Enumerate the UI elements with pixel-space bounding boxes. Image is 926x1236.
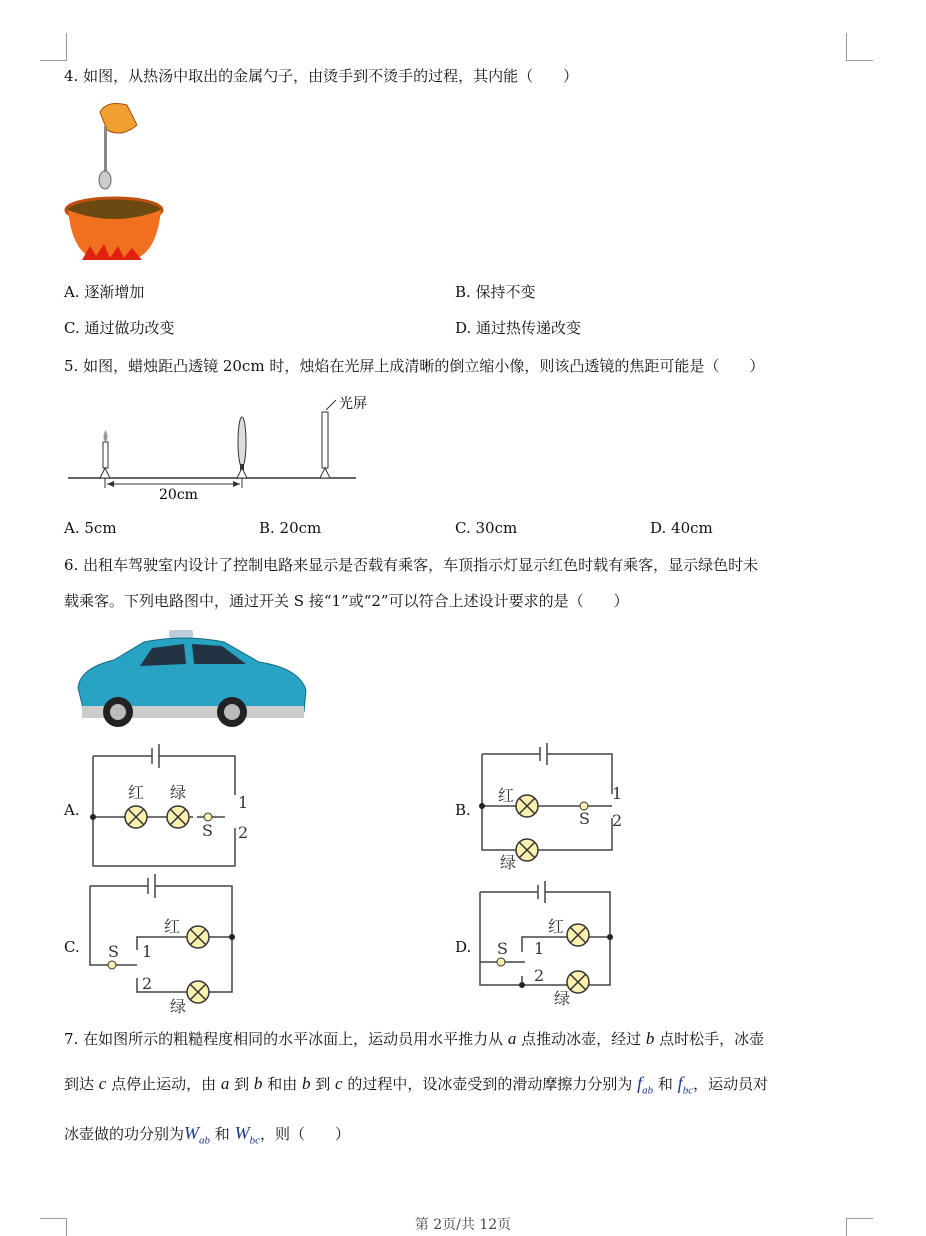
q6-stem-line2: 载乘客。下列电路图中，通过开关 S 接“1”或“2”可以符合上述设计要求的是（ ） xyxy=(64,592,629,610)
text: 点推动冰壶，经过 xyxy=(516,1030,646,1048)
hot-soup-spoon-image xyxy=(62,100,172,272)
label-2: 2 xyxy=(238,823,249,842)
label-switch: S xyxy=(108,942,119,961)
label-1: 1 xyxy=(534,939,545,958)
var-a: a xyxy=(507,1029,517,1048)
q4-stem: 4. 如图，从热汤中取出的金属勺子，由烫手到不烫手的过程，其内能（ ） xyxy=(64,67,579,85)
q4-option-c: C. 通过做功改变 xyxy=(64,319,175,337)
label-green: 绿 xyxy=(500,853,517,872)
lens-experiment-figure xyxy=(64,392,374,507)
var-b: b xyxy=(301,1074,311,1093)
q6-stem-line1: 6. 出租车驾驶室内设计了控制电路来显示是否载有乘客，车顶指示灯显示红色时载有乘客，显示绿色时未 xyxy=(64,556,759,574)
var-b: b xyxy=(253,1074,263,1093)
distance-label: 20cm xyxy=(159,487,198,503)
sub: bc xyxy=(682,1084,694,1097)
label-green: 绿 xyxy=(170,783,187,802)
screen-label: 光屏 xyxy=(339,396,367,412)
label-green: 绿 xyxy=(170,997,187,1016)
f-ab xyxy=(637,1073,654,1097)
var-b: b xyxy=(645,1029,655,1048)
W: W xyxy=(184,1123,200,1143)
q5-option-d: D. 40cm xyxy=(650,519,713,537)
label-1: 1 xyxy=(612,784,623,803)
label-1: 1 xyxy=(142,942,153,961)
f-bc xyxy=(677,1073,694,1097)
label-red: 红 xyxy=(128,783,145,802)
corner-mark xyxy=(40,60,67,61)
text: 点时松手，冰壶 xyxy=(654,1030,765,1048)
sub: bc xyxy=(249,1134,260,1147)
q6-option-a-label: A. xyxy=(64,801,80,819)
label-switch: S xyxy=(202,821,213,840)
text: ，运动员对 xyxy=(693,1075,769,1093)
q4-option-a: A. 逐渐增加 xyxy=(64,283,145,301)
label-switch: S xyxy=(497,939,508,958)
label-red: 红 xyxy=(164,917,181,936)
q5-stem: 5. 如图，蜡烛距凸透镜 20cm 时，烛焰在光屏上成清晰的倒立缩小像，则该凸透镜的焦距可能是（ ） xyxy=(64,357,765,375)
corner-mark xyxy=(846,33,847,60)
q6-option-d-label: D. xyxy=(455,938,472,956)
q7-line3 xyxy=(64,1123,350,1151)
label-red: 红 xyxy=(498,786,515,805)
circuit-diagrams xyxy=(0,740,926,1030)
q6-option-b-label: B. xyxy=(455,801,471,819)
q5-option-c: C. 30cm xyxy=(455,519,518,537)
text: 冰壶做的功分别为 xyxy=(64,1125,185,1143)
text: 到达 xyxy=(64,1075,99,1093)
var-a: a xyxy=(220,1074,230,1093)
label-2: 2 xyxy=(612,811,623,830)
W-ab xyxy=(184,1123,211,1147)
label-2: 2 xyxy=(142,974,153,993)
q4-option-b: B. 保持不变 xyxy=(455,283,536,301)
taxi-image xyxy=(74,628,310,730)
corner-mark xyxy=(846,60,873,61)
text: 点停止运动，由 xyxy=(106,1075,221,1093)
q5-option-b: B. 20cm xyxy=(259,519,322,537)
q7-line2 xyxy=(64,1073,768,1101)
var-c: c xyxy=(98,1074,107,1093)
text: 和由 xyxy=(262,1075,302,1093)
text: 到 xyxy=(229,1075,254,1093)
q5-option-a: A. 5cm xyxy=(64,519,117,537)
text: 和 xyxy=(653,1075,678,1093)
page-footer: 第 2页/共 12页 xyxy=(414,1217,512,1233)
text: ，则（ ） xyxy=(259,1125,350,1143)
var-c: c xyxy=(335,1074,343,1093)
W: W xyxy=(234,1123,250,1143)
text: 到 xyxy=(310,1075,336,1093)
f: f xyxy=(677,1073,683,1093)
text: 7. 在如图所示的粗糙程度相同的水平冰面上，运动员用水平推力从 xyxy=(64,1030,508,1048)
q6-option-c-label: C. xyxy=(64,938,80,956)
label-1: 1 xyxy=(238,793,249,812)
W-bc xyxy=(234,1123,260,1147)
text: 和 xyxy=(210,1125,235,1143)
label-green: 绿 xyxy=(554,989,571,1008)
label-red: 红 xyxy=(548,917,565,936)
text: 的过程中，设冰壶受到的滑动摩擦力分别为 xyxy=(342,1075,638,1093)
label-2: 2 xyxy=(534,966,545,985)
q7-line1 xyxy=(64,1029,764,1049)
corner-mark xyxy=(66,33,67,60)
q4-option-d: D. 通过热传递改变 xyxy=(455,319,582,337)
label-switch: S xyxy=(579,809,590,828)
sub: ab xyxy=(642,1084,654,1097)
sub: ab xyxy=(199,1134,211,1147)
f: f xyxy=(637,1073,643,1093)
